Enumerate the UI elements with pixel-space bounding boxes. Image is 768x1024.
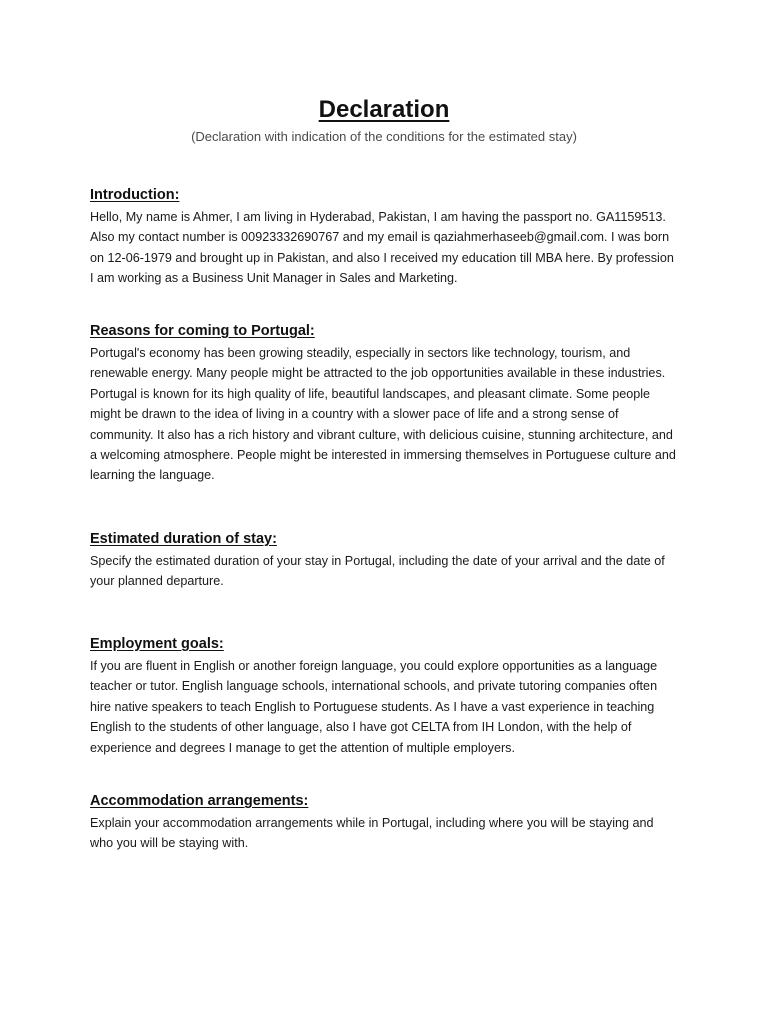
section-body-accommodation: Explain your accommodation arrangements while in Portugal, including where you will be staying and who you will be staying with.: [90, 816, 654, 851]
section-body-introduction: Hello, My name is Ahmer, I am living in Hyderabad, Pakistan, I am having the passport no. GA1159513. Also my contact number is 00923332690767 and my email is qaziahmerhaseeb@gmail.com. I was born on 12-06-1979 and brought up in Pakistan, and also I received my education till MBA here. By profession I am working as a Business Unit Manager in Sales and Marketing.: [90, 210, 674, 286]
section-body-employment: If you are fluent in English or another foreign language, you could explore opportunities as a language teacher or tutor. English language schools, international schools, and private tutoring companies often hire native speakers to teach English to Portuguese students. As I have a vast experience in teaching English to the students of other language, also I have got CELTA from IH London, with the help of experience and degrees I manage to get the attention of multiple employers.: [90, 659, 658, 755]
section-heading-reasons: Reasons for coming to Portugal:: [90, 323, 315, 339]
section-accommodation: [90, 791, 680, 854]
document-subtitle: (Declaration with indication of the conditions for the estimated stay): [191, 129, 577, 144]
section-heading-duration: Estimated duration of stay:: [90, 531, 277, 547]
section-heading-introduction: Introduction:: [90, 187, 180, 203]
section-duration: [90, 529, 680, 592]
section-heading-employment: Employment goals:: [90, 636, 224, 652]
title-block: [0, 94, 768, 146]
section-body-reasons: Portugal's economy has been growing steadily, especially in sectors like technology, tourism, and renewable energy. Many people might be attracted to the job opportunities available in these industries. Portugal is known for its high quality of life, beautiful landscapes, and pleasant climate. Some people might be drawn to the idea of living in a country with a slower pace of life and a strong sense of community. It also has a rich history and vibrant culture, with delicious cuisine, stunning architecture, and a welcoming atmosphere. People might be interested in immersing themselves in Portuguese culture and learning the language.: [90, 346, 676, 483]
section-introduction: [90, 185, 680, 289]
section-heading-accommodation: Accommodation arrangements:: [90, 793, 309, 809]
document-title: Declaration: [318, 96, 450, 123]
section-body-duration: Specify the estimated duration of your stay in Portugal, including the date of your arrival and the date of your planned departure.: [90, 554, 665, 589]
section-reasons: [90, 321, 680, 486]
section-employment: [90, 634, 680, 758]
